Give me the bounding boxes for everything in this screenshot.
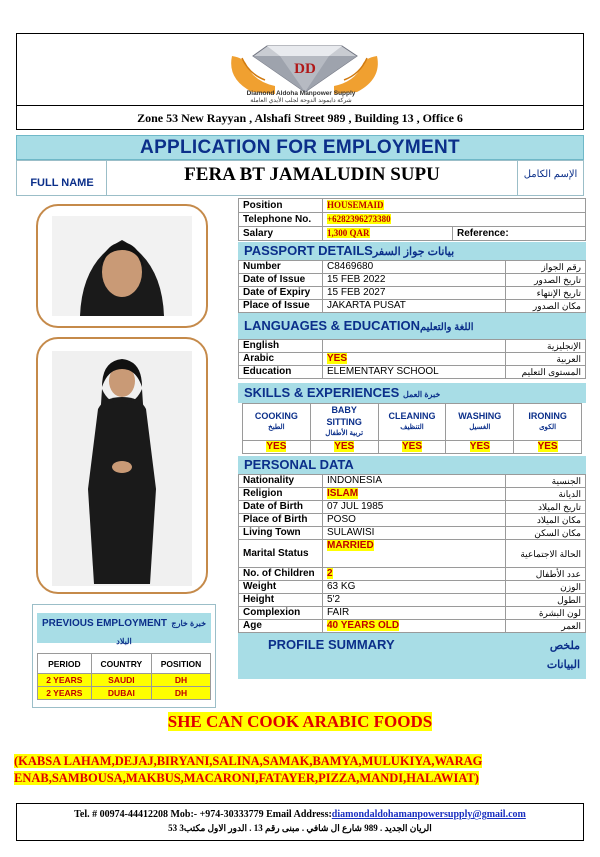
footer-address-ar: 53 الريان الجديد . 989 شارع ال شافي . مبنى رقم 13 . الدور الاول مكتب3 bbox=[168, 823, 432, 833]
footer-contact: Tel. # 00974-44412208 Mob:- +974-30333779 Email Address: bbox=[74, 809, 332, 820]
full-name-label: FULL NAME bbox=[30, 177, 94, 189]
passport-table bbox=[238, 260, 586, 313]
table-row: Date of Issue 15 FEB 2022 تاريخ الصدور bbox=[239, 274, 586, 287]
previous-employment-title-ar: خبرة خارج البلاد bbox=[116, 619, 207, 646]
skill-ironing-value: YES bbox=[537, 441, 558, 452]
table-row: Date of Birth 07 JUL 1985 تاريخ الميلاد bbox=[239, 501, 586, 514]
skills-table bbox=[242, 403, 582, 454]
table-row: 2 YEARS DUBAI DH bbox=[38, 687, 211, 700]
table-row: Marital Status MARRIED الحالة الاجتماعية bbox=[239, 540, 586, 568]
profile-summary-section bbox=[238, 633, 586, 679]
profile-summary-title: PROFILE SUMMARY bbox=[268, 637, 395, 652]
telephone-label: Telephone No. bbox=[239, 213, 323, 227]
cook-foods-list: (KABSA LAHAM,DEJAJ,BIRYANI,SALINA,SAMAK,BAMYA,MULUKIYA,WARAG ENAB,SAMBOUSA,MAKBUS,MACARONI,FATAYER,PIZZA,MANDI,HALAWIAT) bbox=[14, 754, 483, 785]
prev-header-period: PERIOD bbox=[38, 654, 92, 674]
previous-employment-box bbox=[32, 604, 216, 708]
previous-employment-title: PREVIOUS EMPLOYMENT bbox=[41, 618, 167, 629]
skill-washing: WASHING الغسيل bbox=[446, 404, 514, 441]
passport-section-title: PASSPORT DETAILSبيانات جواز السفر bbox=[238, 242, 586, 260]
portrait-photo-frame bbox=[36, 204, 208, 328]
table-row: Living Town SULAWISI مكان السكن bbox=[239, 527, 586, 540]
prev-header-country: COUNTRY bbox=[91, 654, 151, 674]
table-row: Weight 63 KG الوزن bbox=[239, 581, 586, 594]
skill-cooking-value: YES bbox=[266, 441, 287, 452]
skills-section-title: SKILLS & EXPERIENCES خبرة العمل bbox=[238, 383, 586, 403]
company-address: Zone 53 New Rayyan , Alshafi Street 989 , Building 13 , Office 6 bbox=[16, 105, 584, 130]
full-name-label-ar: الإسم الكامل bbox=[517, 161, 583, 195]
profile-summary-title-ar: ملخص البيانات bbox=[546, 640, 580, 671]
skill-cooking: COOKING الطبخ bbox=[243, 404, 311, 441]
salary-value: 1,300 QAR bbox=[327, 228, 370, 238]
page-title: APPLICATION FOR EMPLOYMENT bbox=[16, 135, 584, 160]
skill-baby-sitting: BABY SITTING تربية الأطفال bbox=[310, 404, 378, 441]
personal-table bbox=[238, 474, 586, 633]
table-row: Age 40 YEARS OLD العمر bbox=[239, 620, 586, 633]
info-panel bbox=[238, 198, 586, 679]
skill-ironing: IRONING الكوى bbox=[514, 404, 582, 441]
table-row: Arabic YES العربية bbox=[239, 353, 586, 366]
prev-header-position: POSITION bbox=[152, 654, 211, 674]
skill-cleaning-value: YES bbox=[401, 441, 422, 452]
full-name-row bbox=[16, 160, 584, 196]
table-row: Place of Birth POSO مكان الميلاد bbox=[239, 514, 586, 527]
salary-label: Salary bbox=[239, 227, 323, 241]
logo-letters: DD bbox=[294, 61, 316, 77]
full-body-photo-frame bbox=[36, 337, 208, 594]
full-name-value: FERA BT JAMALUDIN SUPU bbox=[184, 164, 440, 185]
personal-section-title: PERSONAL DATA bbox=[238, 456, 586, 474]
table-row: 2 YEARS SAUDI DH bbox=[38, 674, 211, 687]
position-label: Position bbox=[239, 199, 323, 213]
reference-label: Reference: bbox=[453, 227, 586, 241]
skill-baby-sitting-value: YES bbox=[334, 441, 355, 452]
previous-employment-table bbox=[37, 653, 211, 700]
previous-employment-header bbox=[37, 613, 211, 646]
footer bbox=[16, 803, 584, 841]
skill-cleaning: CLEANING التنظيف bbox=[378, 404, 446, 441]
table-row: Complexion FAIR لون البشرة bbox=[239, 607, 586, 620]
company-name-en: Diamond Aldoha Manpower Supply bbox=[246, 90, 356, 97]
languages-table bbox=[238, 339, 586, 379]
full-body-photo bbox=[38, 339, 206, 592]
table-row: No. of Children 2 عدد الأطفال bbox=[239, 568, 586, 581]
table-row: Education ELEMENTARY SCHOOL المستوى التعليم bbox=[239, 366, 586, 379]
position-value: HOUSEMAID bbox=[327, 200, 384, 210]
skill-washing-value: YES bbox=[469, 441, 490, 452]
table-row: Place of Issue JAKARTA PUSAT مكان الصدور bbox=[239, 300, 586, 313]
portrait-photo bbox=[38, 206, 206, 326]
table-row: Number C8469680 رقم الجواز bbox=[239, 261, 586, 274]
table-row: English الإنجليزية bbox=[239, 340, 586, 353]
table-row: Height 5'2 الطول bbox=[239, 594, 586, 607]
company-logo bbox=[17, 34, 585, 106]
letterhead bbox=[16, 33, 584, 130]
job-table bbox=[238, 198, 586, 241]
company-name-ar: شركة دايموند الدوحة لجلب الأيدي العاملة bbox=[250, 98, 352, 104]
table-row: Religion ISLAM الديانة bbox=[239, 488, 586, 501]
footer-email-link[interactable]: diamondaldohamanpowersupply@gmail.com bbox=[331, 809, 526, 820]
cook-headline: SHE CAN COOK ARABIC FOODS bbox=[167, 712, 433, 731]
table-row: Date of Expiry 15 FEB 2027 تاريخ الإنتهاء bbox=[239, 287, 586, 300]
table-row: Nationality INDONESIA الجنسية bbox=[239, 475, 586, 488]
telephone-value: +6282396273380 bbox=[327, 214, 391, 224]
languages-section-title: LANGUAGES & EDUCATIONاللغة والتعليم bbox=[238, 313, 586, 339]
